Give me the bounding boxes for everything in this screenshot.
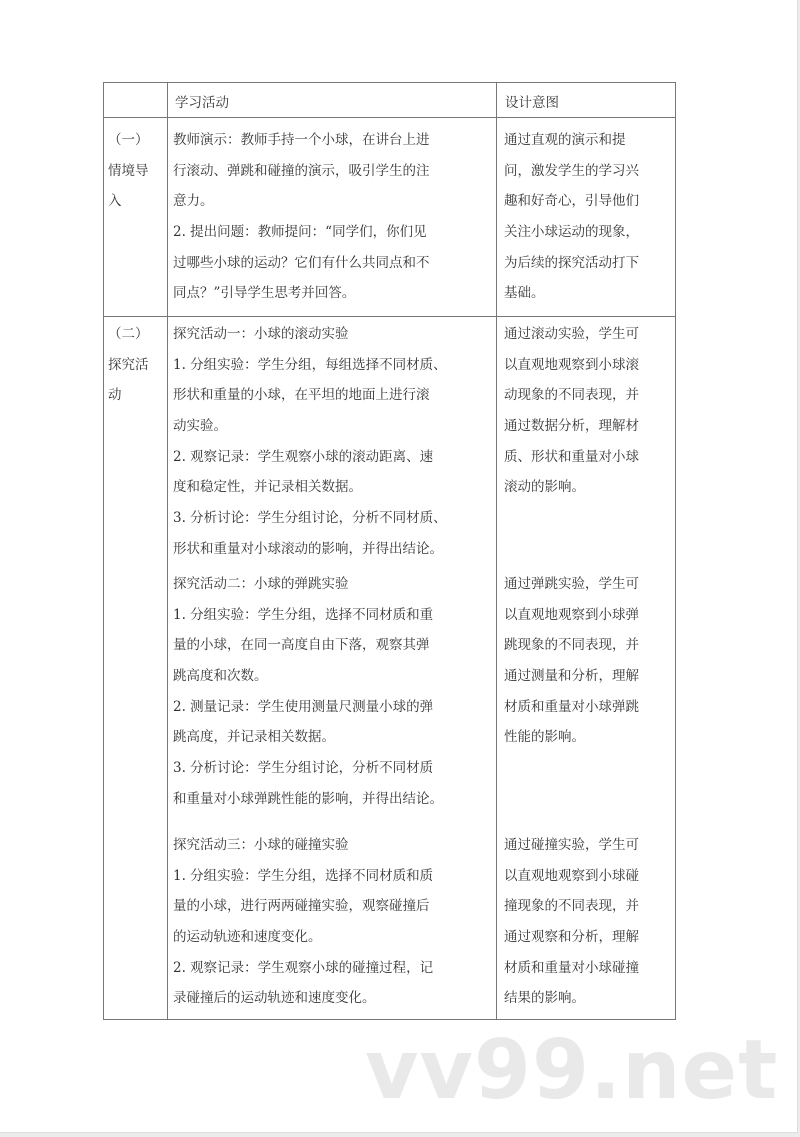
text-line: 趣和好奇心，引导他们 [504,193,639,210]
text-line: 3. 分析讨论：学生分组讨论，分析不同材质 [173,760,434,777]
text-line: 入 [108,193,122,210]
activity-cell [173,319,495,565]
text-line: 跳高度和次数。 [173,668,268,685]
text-line: 意力。 [173,193,214,210]
text-line: 行滚动、弹跳和碰撞的演示，吸引学生的注 [173,162,430,179]
text-line: 2. 观察记录：学生观察小球的碰撞过程，记 [173,959,434,976]
header-intent: 设计意图 [505,95,559,111]
activity-cell [173,569,495,815]
text-line: 情境导 [108,162,149,179]
text-line: 基础。 [504,285,545,302]
text-line: 通过数据分析，理解材 [504,418,639,435]
text-line: 探究活动一：小球的滚动实验 [173,326,349,342]
text-line: 材质和重量对小球碰撞 [504,959,639,976]
text-line: 探究活动二：小球的弹跳实验 [173,576,349,592]
column-divider [167,83,168,1019]
intent-cell [504,569,680,753]
watermark: vv99.net [365,1023,779,1118]
text-line: 关注小球运动的现象， [504,224,639,241]
text-line: 过哪些小球的运动？它们有什么共同点和不 [173,254,430,271]
intent-cell [504,319,680,503]
text-line: 通过碰撞实验，学生可 [504,837,639,853]
text-line: 以直观地观察到小球碰 [504,867,639,884]
text-line: 动现象的不同表现，并 [504,387,639,404]
activity-cell [173,830,495,1014]
text-line: 撞现象的不同表现，并 [504,898,639,915]
text-line: 2. 测量记录：学生使用测量尺测量小球的弹 [173,698,434,715]
text-line: 量的小球，进行两两碰撞实验，观察碰撞后 [173,898,430,915]
activity-cell [173,125,495,309]
lesson-plan-table [103,82,676,1020]
text-line: 以直观地观察到小球弹 [504,606,639,623]
text-line: 质、形状和重量对小球 [504,448,639,465]
text-line: 通过测量和分析，理解 [504,668,639,685]
text-line: 探究活动三：小球的碰撞实验 [173,837,349,853]
intent-cell [504,125,680,309]
text-line: 1. 分组实验：学生分组，选择不同材质和质 [173,867,434,884]
text-line: 以直观地观察到小球滚 [504,356,639,373]
header-activity: 学习活动 [175,95,229,111]
text-line: 动 [108,387,122,404]
text-line: 录碰撞后的运动轨迹和速度变化。 [173,990,376,1007]
text-line: 结果的影响。 [504,990,585,1007]
text-line: 量的小球，在同一高度自由下落，观察其弹 [173,637,430,654]
text-line: 材质和重量对小球弹跳 [504,698,639,715]
text-line: 2. 提出问题：教师提问：“同学们，你们见 [173,224,427,241]
stage-label-intro [108,125,166,217]
intent-cell [504,830,680,1014]
text-line: 教师演示：教师手持一个小球，在讲台上进 [173,132,430,148]
text-line: 性能的影响。 [504,729,585,746]
text-line: 度和稳定性，并记录相关数据。 [173,479,362,496]
text-line: 通过滚动实验，学生可 [504,326,639,342]
text-line: 问，激发学生的学习兴 [504,162,639,179]
text-line: 为后续的探究活动打下 [504,254,639,271]
text-line: （一） [108,132,149,148]
text-line: 的运动轨迹和速度变化。 [173,929,322,946]
text-line: 1. 分组实验：学生分组，选择不同材质和重 [173,606,434,623]
text-line: 通过弹跳实验，学生可 [504,576,639,592]
text-line: （二） [108,326,149,342]
text-line: 跳现象的不同表现，并 [504,637,639,654]
text-line: 通过直观的演示和提 [504,132,626,148]
text-line: 和重量对小球弹跳性能的影响，并得出结论。 [173,790,443,807]
text-line: 3. 分析讨论：学生分组讨论，分析不同材质、 [173,510,447,527]
text-line: 滚动的影响。 [504,479,585,496]
text-line: 跳高度，并记录相关数据。 [173,729,335,746]
text-line: 通过观察和分析，理解 [504,929,639,946]
stage-label-explore [108,319,166,411]
text-line: 1. 分组实验：学生分组，每组选择不同材质、 [173,356,447,373]
row-divider [104,117,675,118]
text-line: 形状和重量的小球，在平坦的地面上进行滚 [173,387,430,404]
text-line: 动实验。 [173,418,227,435]
text-line: 形状和重量对小球滚动的影响，并得出结论。 [173,540,443,557]
row-divider [104,316,675,317]
text-line: 同点？”引导学生思考并回答。 [173,285,356,302]
text-line: 探究活 [108,356,149,373]
column-divider [496,83,497,1019]
text-line: 2. 观察记录：学生观察小球的滚动距离、速 [173,448,434,465]
